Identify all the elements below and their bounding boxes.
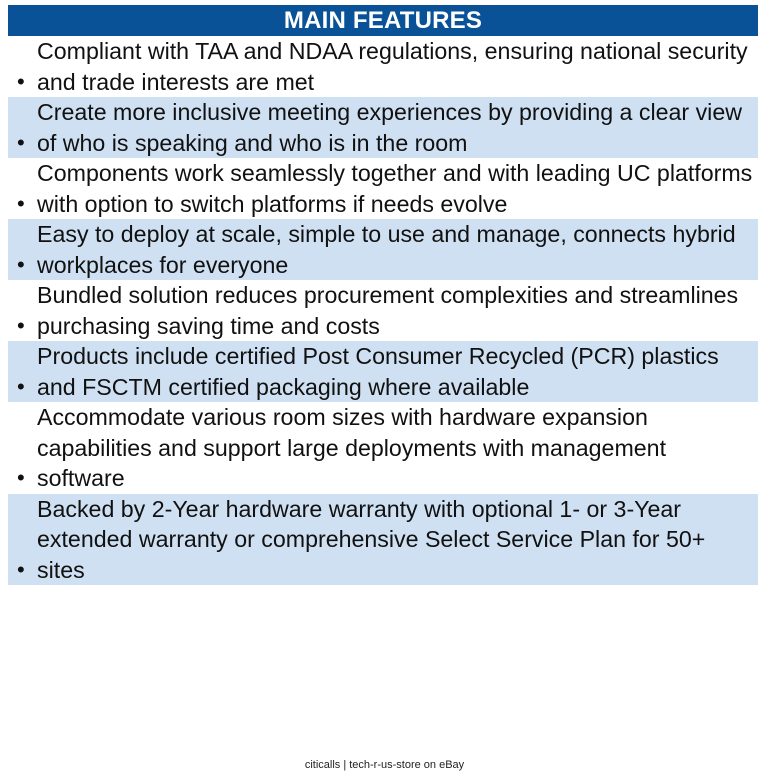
- feature-text: Create more inclusive meeting experiences by providing a clear view of who is speaking and who is in the room: [37, 99, 742, 156]
- bullet-icon: •: [17, 68, 25, 94]
- feature-item: [8, 494, 758, 586]
- feature-item: [8, 280, 758, 341]
- bullet-icon: •: [17, 312, 25, 338]
- feature-text: Backed by 2-Year hardware warranty with optional 1- or 3-Year extended warranty or comprehensive Select Service Plan for 50+ sites: [37, 495, 706, 583]
- feature-text: Compliant with TAA and NDAA regulations, ensuring national security and trade interests are met: [37, 38, 748, 95]
- feature-item: [8, 97, 758, 158]
- feature-text: Easy to deploy at scale, simple to use and manage, connects hybrid workplaces for everyone: [37, 221, 736, 278]
- feature-item: [8, 341, 758, 402]
- bullet-icon: •: [17, 190, 25, 216]
- features-panel: [8, 5, 758, 585]
- feature-list: [8, 36, 758, 585]
- bullet-icon: •: [17, 373, 25, 399]
- bullet-icon: •: [17, 556, 25, 582]
- feature-item: [8, 402, 758, 494]
- feature-item: [8, 219, 758, 280]
- footer-credit: citicalls | tech-r-us-store on eBay: [304, 759, 465, 771]
- bullet-icon: •: [17, 251, 25, 277]
- bullet-icon: •: [17, 465, 25, 490]
- feature-item: [8, 158, 758, 219]
- feature-text: Accommodate various room sizes with hardware expansion capabilities and support large deployments with management software: [37, 404, 667, 491]
- feature-item: [8, 36, 758, 97]
- section-header: MAIN FEATURES: [8, 5, 758, 36]
- feature-text: Products include certified Post Consumer Recycled (PCR) plastics and FSCTM certified packaging where available: [37, 343, 719, 400]
- bullet-icon: •: [17, 129, 25, 155]
- feature-text: Components work seamlessly together and with leading UC platforms with option to switch platforms if needs evolve: [37, 160, 753, 217]
- feature-text: Bundled solution reduces procurement complexities and streamlines purchasing saving time and costs: [37, 282, 739, 339]
